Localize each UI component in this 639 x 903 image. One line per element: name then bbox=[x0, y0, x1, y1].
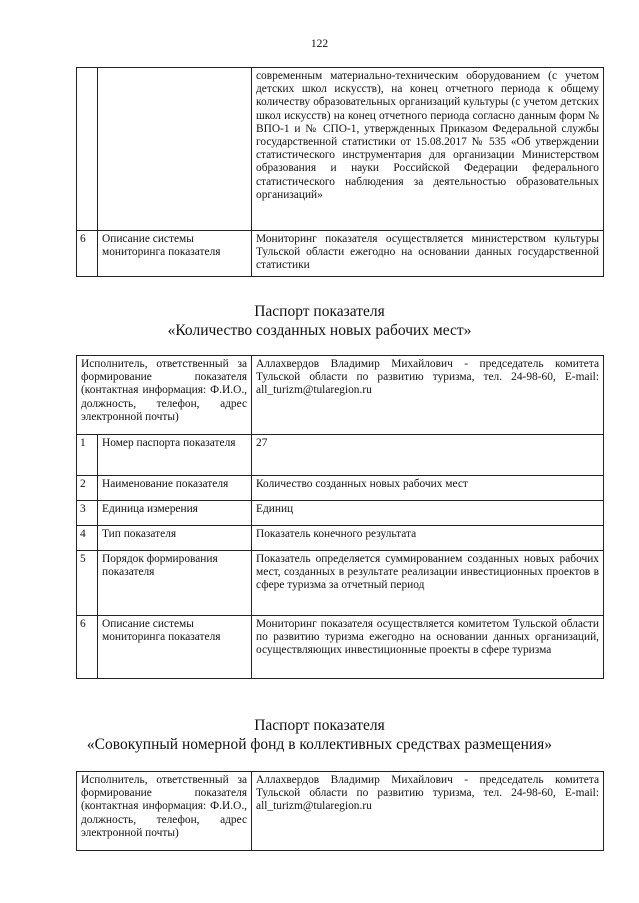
row-number: 6 bbox=[77, 231, 98, 277]
row-label: Порядок формирования показателя bbox=[98, 551, 252, 616]
row-label: Описание системы мониторинга показателя bbox=[98, 231, 252, 277]
row-label: Описание системы мониторинга показателя bbox=[98, 616, 252, 679]
row-number: 1 bbox=[77, 435, 98, 476]
continued-passport-table bbox=[76, 67, 604, 277]
row-number: 5 bbox=[77, 551, 98, 616]
page-number: 122 bbox=[310, 38, 329, 50]
table-row bbox=[77, 476, 604, 501]
row-value: Мониторинг показателя осуществляется комитетом Тульской области по развитию туризма ежегодно на основании данных организаций, осуществляющих инвестиционные проекты в сфере туризма bbox=[252, 616, 604, 679]
table-row bbox=[77, 231, 604, 277]
executor-label: Исполнитель, ответственный за формирование показателя (контактная информация: Ф.И.О., должность, телефон, адрес электронной почты) bbox=[77, 772, 252, 851]
section1-title-line2: «Количество созданных новых рабочих мест» bbox=[167, 322, 472, 339]
table-row bbox=[77, 435, 604, 476]
row-label: Наименование показателя bbox=[98, 476, 252, 501]
row-label: Тип показателя bbox=[98, 526, 252, 551]
executor-row bbox=[77, 356, 604, 435]
table-row bbox=[77, 68, 604, 231]
row-number-cell bbox=[77, 68, 98, 231]
executor-row bbox=[77, 772, 604, 851]
table-row bbox=[77, 551, 604, 616]
row-value: Количество созданных новых рабочих мест bbox=[252, 476, 604, 501]
row-value: Единиц bbox=[252, 501, 604, 526]
table-row bbox=[77, 616, 604, 679]
table-row bbox=[77, 526, 604, 551]
passport-table-2 bbox=[76, 771, 604, 851]
row-value: Мониторинг показателя осуществляется министерством культуры Тульской области ежегодно на основании данных государственной статистики bbox=[252, 231, 604, 277]
row-label-cell bbox=[98, 68, 252, 231]
row-value: Показатель конечного результата bbox=[252, 526, 604, 551]
executor-value: Аллахвердов Владимир Михайлович - председатель комитета Тульской области по развитию туризма, тел. 24-98-60, E-mail: all_turizm@tularegion.ru bbox=[252, 772, 604, 851]
executor-label: Исполнитель, ответственный за формирование показателя (контактная информация: Ф.И.О., должность, телефон, адрес электронной почты) bbox=[77, 356, 252, 435]
table-row bbox=[77, 501, 604, 526]
row-number: 2 bbox=[77, 476, 98, 501]
section2-title-line2: «Совокупный номерной фонд в коллективных средствах размещения» bbox=[86, 736, 553, 753]
section2-title-line1: Паспорт показателя bbox=[254, 717, 385, 734]
row-number: 6 bbox=[77, 616, 98, 679]
row-label: Единица измерения bbox=[98, 501, 252, 526]
row-label: Номер паспорта показателя bbox=[98, 435, 252, 476]
row-value: 27 bbox=[252, 435, 604, 476]
row-number: 4 bbox=[77, 526, 98, 551]
row-number: 3 bbox=[77, 501, 98, 526]
continued-description: современным материально-техническим оборудованием (с учетом детских школ искусств), на конец отчетного периода к общему количеству образовательных организаций культуры (с учетом детских школ искусств) на конец отчетного периода согласно данным форм № ВПО-1 и № СПО-1, утвержденных Приказом Федеральной службы государственной статистики от 15.08.2017 № 535 «Об утверждении статистического инструментария для организации Министерством образования и науки Российской Федерации федерального статистического наблюдения за деятельностью образовательных организаций» bbox=[252, 68, 604, 231]
section1-title-line1: Паспорт показателя bbox=[254, 303, 385, 320]
passport-table-1 bbox=[76, 355, 604, 679]
row-value: Показатель определяется суммированием созданных новых рабочих мест, созданных в результате реализации инвестиционных проектов в сфере туризма за отчетный период bbox=[252, 551, 604, 616]
executor-value: Аллахвердов Владимир Михайлович - председатель комитета Тульской области по развитию туризма, тел. 24-98-60, E-mail: all_turizm@tularegion.ru bbox=[252, 356, 604, 435]
